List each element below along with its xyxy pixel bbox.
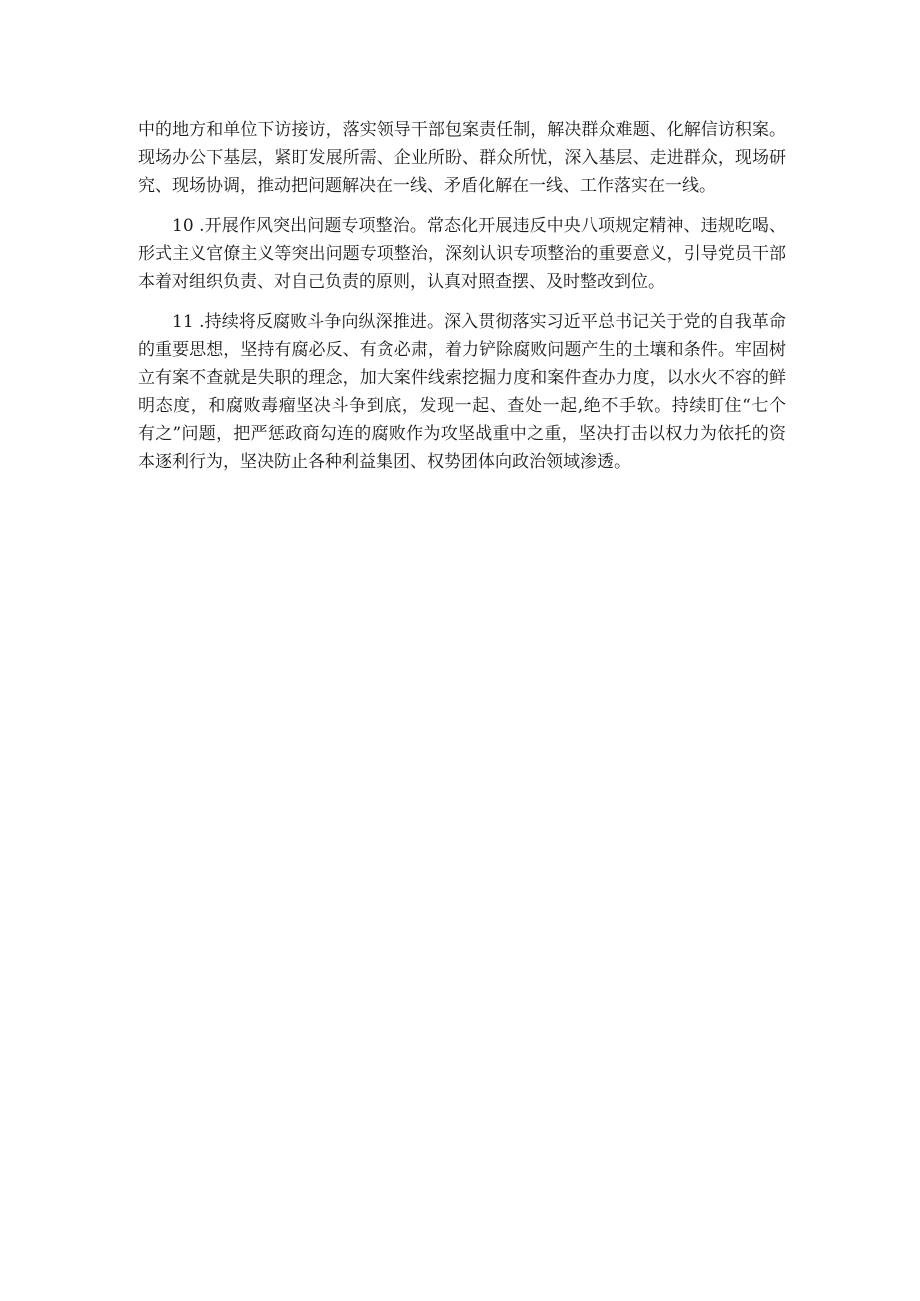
text-line: 的重要思想，坚持有腐必反、有贪必肃，着力铲除腐败问题产生的土壤和条件。牢固树 bbox=[138, 340, 786, 360]
text-line: 现场办公下基层，紧盯发展所需、企业所盼、群众所忧，深入基层、走进群众，现场研 bbox=[138, 148, 786, 168]
text-line: 立有案不查就是失职的理念，加大案件线索挖掘力度和案件查办力度，以水火不容的鲜 bbox=[138, 368, 786, 388]
text-line: 究、现场协调，推动把问题解决在一线、矛盾化解在一线、工作落实在一线。 bbox=[138, 176, 716, 196]
text-line: 本逐利行为，坚决防止各种利益集团、权势团体向政治领域渗透。 bbox=[138, 452, 631, 472]
text-line: 明态度，和腐败毒瘤坚决斗争到底，发现一起、查处一起,绝不手软。持续盯住“七个 bbox=[138, 396, 786, 416]
text-line: 11 .持续将反腐败斗争向纵深推进。深入贯彻落实习近平总书记关于党的自我革命 bbox=[172, 312, 786, 332]
document-body bbox=[138, 116, 786, 488]
paragraph-continuation bbox=[138, 116, 786, 200]
text-line: 形式主义官僚主义等突出问题专项整治，深刻认识专项整治的重要意义，引导党员干部 bbox=[138, 244, 786, 264]
text-line: 中的地方和单位下访接访，落实领导干部包案责任制，解决群众难题、化解信访积案。 bbox=[138, 120, 786, 140]
text-line: 10 .开展作风突出问题专项整治。常态化开展违反中央八项规定精神、违规吃喝、 bbox=[172, 216, 786, 236]
text-line: 有之”问题，把严惩政商勾连的腐败作为攻坚战重中之重，坚决打击以权力为依托的资 bbox=[138, 424, 786, 444]
paragraph-item-10 bbox=[138, 212, 786, 296]
paragraph-item-11 bbox=[138, 308, 786, 476]
text-line: 本着对组织负责、对自己负责的原则，认真对照查摆、及时整改到位。 bbox=[138, 272, 665, 292]
